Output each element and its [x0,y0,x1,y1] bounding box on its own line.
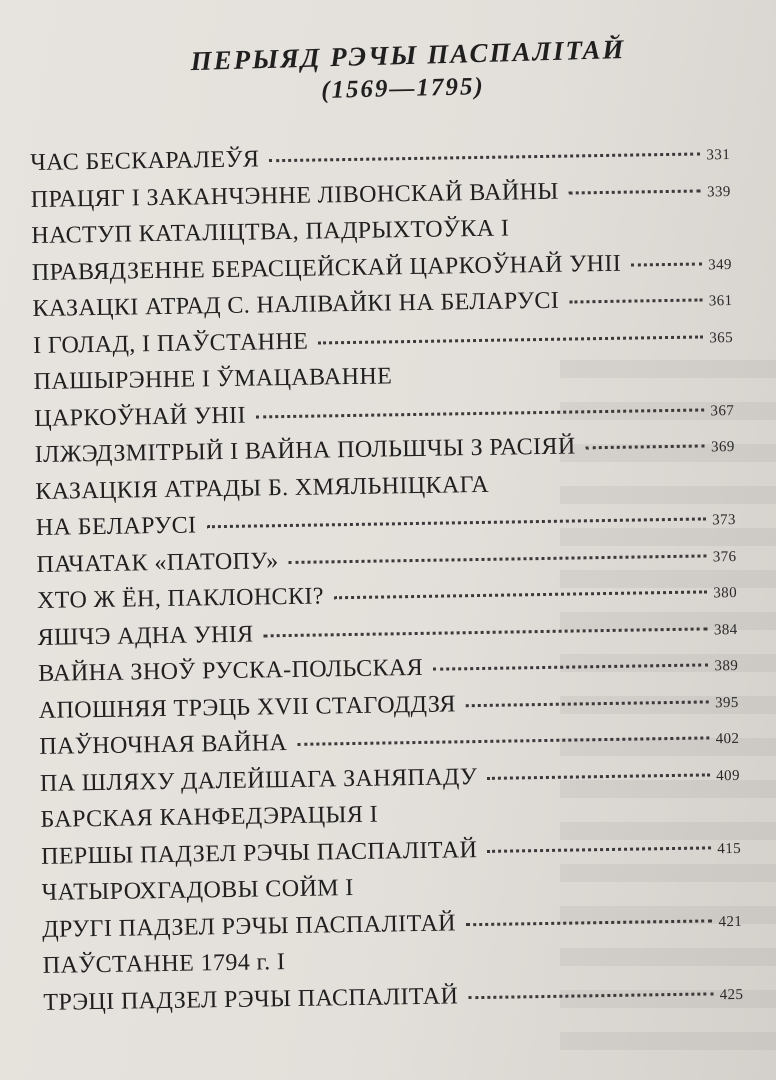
dot-leader [569,189,701,194]
toc-entry-title: ПЕРШЫ ПАДЗЕЛ РЭЧЫ ПАСПАЛІТАЙ [40,836,478,870]
toc-entry-title: КАЗАЦКІ АТРАД С. НАЛІВАЙКІ НА БЕЛАРУСІ [32,287,560,322]
dot-leader [466,919,713,926]
toc-entry-page: 415 [717,840,742,857]
dot-leader [569,298,703,303]
toc-entry-title: ХТО Ж ЁН, ПАКЛОНСКІ? [36,583,325,614]
toc-entry-title: ПА ШЛЯХУ ДАЛЕЙШАГА ЗАНЯПАДУ [39,763,478,797]
table-of-contents [30,139,744,1026]
toc-entry-title: ЦАРКОЎНАЙ УНІІ [34,402,247,432]
toc-entry-title: ПРАЦЯГ І ЗАКАНЧЭННЕ ЛІВОНСКАЙ ВАЙНЫ [30,178,559,213]
toc-entry-title: І ГОЛАД, І ПАЎСТАННЕ [32,328,309,359]
toc-entry-title: ЧАС БЕСКАРАЛЕЎЯ [30,146,260,176]
dot-leader [269,152,700,162]
toc-entry-title: ПАШЫРЭННЕ І ЎМАЦАВАННЕ [33,363,393,395]
dot-leader [334,590,708,599]
toc-entry-title: АПОШНЯЯ ТРЭЦЬ XVII СТАГОДДЗЯ [38,690,457,724]
toc-entry-page: 331 [706,147,731,164]
toc-entry-title: ДРУГІ ПАДЗЕЛ РЭЧЫ ПАСПАЛІТАЙ [42,909,457,943]
section-years: (1569—1795) [320,73,486,104]
dot-leader [297,736,709,745]
dot-leader [586,444,705,449]
toc-entry-page: 409 [716,767,741,784]
dot-leader [289,554,707,564]
toc-entry-title: НАСТУП КАТАЛІЦТВА, ПАДРЫХТОЎКА І [31,215,510,249]
dot-leader [264,627,708,637]
toc-entry-title: ТРЭЦІ ПАДЗЕЛ РЭЧЫ ПАСПАЛІТАЙ [43,982,459,1016]
toc-entry-title: БАРСКАЯ КАНФЕДЭРАЦЫЯ І [40,801,379,833]
toc-entry-title: НА БЕЛАРУСІ [35,512,197,541]
dot-leader [466,700,709,707]
toc-entry-title: ВАЙНА ЗНОЎ РУСКА-ПОЛЬСКАЯ [38,654,424,687]
toc-entry-page: 384 [713,621,738,638]
toc-entry-page: 389 [714,657,739,675]
toc-entry-page: 361 [708,292,733,310]
dot-leader [487,846,711,853]
toc-entry-page: 402 [715,730,740,748]
section-title: ПЕРЫЯД РЭЧЫ ПАСПАЛІТАЙ [190,33,626,77]
dot-leader [468,992,713,999]
dot-leader [256,408,705,418]
toc-entry-page: 367 [710,402,735,419]
toc-entry-page: 380 [713,584,738,602]
toc-entry-page: 425 [719,986,744,1003]
toc-entry-page: 421 [718,913,743,930]
dot-leader [487,773,710,780]
toc-entry-title: ПАЎСТАННЕ 1794 г. І [42,949,286,979]
toc-entry-page: 376 [712,548,737,565]
dot-leader [206,517,706,528]
toc-entry-title: ПРАВЯДЗЕННЕ БЕРАСЦЕЙСКАЙ ЦАРКОЎНАЙ УНІІ [31,250,622,286]
toc-entry-page: 395 [714,694,739,711]
toc-entry-title: ІЛЖЭДЗМІТРЫЙ І ВАЙНА ПОЛЬШЧЫ З РАСІЯЙ [34,433,576,468]
toc-entry-title: ПАЧАТАК «ПАТОПУ» [36,547,279,578]
dot-leader [318,335,703,344]
toc-entry-page: 349 [708,256,733,273]
dot-leader [631,262,702,266]
toc-entry-page: 365 [709,329,734,346]
toc-entry-title: ЧАТЫРОХГАДОВЫ СОЙМ І [41,875,354,906]
section-header [0,33,776,104]
toc-entry-title: ЯШЧЭ АДНА УНІЯ [37,621,254,651]
toc-entry-page: 373 [712,511,737,529]
toc-entry-title: КАЗАЦКІЯ АТРАДЫ Б. ХМЯЛЬНІЦКАГА [35,471,490,505]
toc-entry-page: 369 [710,438,735,456]
toc-entry-title: ПАЎНОЧНАЯ ВАЙНА [39,730,288,760]
dot-leader [433,663,708,670]
toc-entry-page: 339 [706,183,731,200]
